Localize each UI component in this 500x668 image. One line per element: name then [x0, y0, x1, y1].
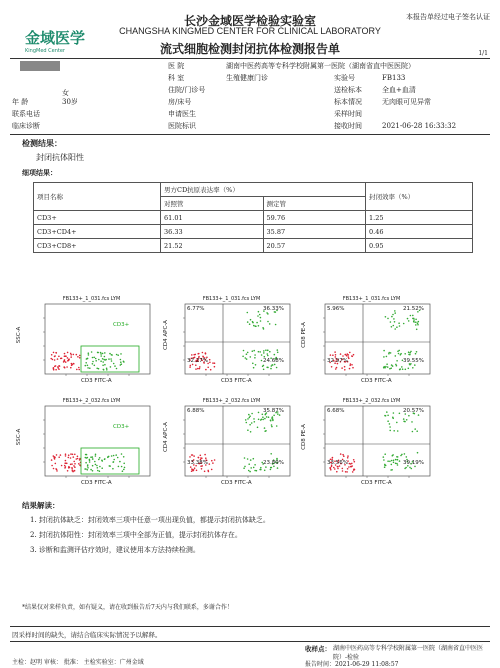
flow-plot [162, 296, 298, 396]
flow-plot [16, 296, 158, 396]
status-value: 无肉眼可见异常 [382, 98, 431, 106]
applicant-label: 申请医生 [168, 110, 196, 118]
divider [10, 641, 490, 642]
bed-label: 房/床号 [168, 98, 192, 106]
phone-label: 联系电话 [12, 110, 40, 118]
footer-note: 因采样时间的缺失，请结合临床实际情况予以解释。 [12, 631, 162, 639]
plot-title: FB133+_1_031.fcs LYM [342, 296, 401, 302]
table-row [34, 211, 473, 225]
dept-label: 科 室 [168, 74, 185, 82]
table-row [34, 239, 473, 253]
diagnosis-label: 临床诊断 [12, 122, 40, 130]
divider [10, 134, 490, 135]
quadrant-percent: 24.68% [263, 358, 284, 364]
report-time: 报告时间：2021-06-29 11:08:57 [305, 661, 399, 668]
x-axis-label: CD3 FITC-A [221, 480, 252, 486]
results-heading: 检测结果： [22, 138, 62, 148]
y-axis-label: CD8 PE-A [300, 424, 307, 450]
collect-time-label: 采样时间 [334, 110, 362, 118]
x-axis-label: CD3 FITC-A [361, 480, 392, 486]
gate-label: CD3+ [113, 424, 130, 430]
quadrant-percent: 6.68% [327, 408, 345, 414]
lab-name-cn: 长沙金域医学检验实验室 [183, 14, 316, 28]
hospital-mark-label: 医院标识 [168, 122, 196, 130]
quadrant-percent: 21.52% [403, 306, 424, 312]
dept-value: 生殖健康门诊 [226, 74, 268, 82]
receive-unit-value: 湖南中医药高等专科学校附属第一医院（湖南省直中医医院）-检验 [333, 645, 484, 661]
flow-plot [300, 296, 438, 396]
quadrant-percent: 32.27% [187, 358, 208, 364]
page-number: 1/1 [478, 50, 488, 57]
quadrant-percent: 6.88% [187, 408, 205, 414]
quadrant-percent: 33.56% [327, 460, 348, 466]
table-row [34, 225, 473, 239]
quadrant-percent: 33.38% [187, 460, 208, 466]
divider [10, 58, 490, 59]
age-label: 年 龄 [12, 98, 29, 106]
patient-age: 30岁 [62, 98, 78, 106]
quadrant-percent: 35.87% [263, 408, 284, 414]
y-axis-label: SSC-A [16, 326, 23, 344]
plot-title: FB133+_2_032.fcs LYM [202, 398, 261, 404]
divider [10, 626, 490, 627]
cell-ctrl: 21.52 [161, 239, 264, 253]
signatures-line: 主检：赵明 审核： 批准： 主检实验室：广州金域 [12, 659, 144, 666]
lab-no-value: FB133 [382, 74, 406, 82]
quadrant-percent: 36.33% [263, 306, 284, 312]
detail-heading: 细项结果： [22, 168, 57, 177]
quadrant-percent: 39.19% [403, 460, 424, 466]
cell-item: CD3+CD4+ [34, 225, 161, 239]
col-item-header: 项目名称 [34, 183, 161, 211]
kingmed-logo: 金域医学 KingMed Center [25, 29, 86, 54]
quadrant-percent: 6.77% [187, 306, 205, 312]
quadrant-percent: 23.89% [263, 460, 284, 466]
hospital-label: 医 院 [168, 62, 185, 70]
x-axis-label: CD3 FITC-A [81, 378, 112, 384]
interpretation-line-3: 3. 诊断和监测评估疗效时，建议使用本方法持续检测。 [30, 546, 200, 554]
interpretation-heading: 结果解读： [22, 501, 60, 510]
cell-eff: 0.95 [366, 239, 473, 253]
flow-plot [16, 398, 158, 498]
cell-ctrl: 36.33 [161, 225, 264, 239]
results-table [33, 182, 473, 253]
x-axis-label: CD3 FITC-A [361, 378, 392, 384]
status-label: 标本情况 [334, 98, 362, 106]
patient-gender: 女 [62, 89, 69, 97]
col-eff-header: 封闭效率（%） [366, 183, 473, 211]
quadrant-percent: 32.97% [327, 358, 348, 364]
flow-plot [300, 398, 438, 498]
quadrant-percent: 5.96% [327, 306, 345, 312]
x-axis-label: CD3 FITC-A [221, 378, 252, 384]
interpretation-line-1: 1. 封闭抗体缺乏：封闭效率三项中任意一项出现负值，都提示封闭抗体缺乏。 [30, 516, 270, 524]
redacted-name [20, 61, 60, 71]
hospital-value: 湖南中医药高等专科学校附属第一医院（湖南省直中医医院） [226, 62, 415, 70]
cell-item: CD3+ [34, 211, 161, 225]
results-value: 封闭抗体阳性 [36, 153, 84, 162]
y-axis-label: CD4 APC-A [162, 320, 169, 350]
sample-value: 全血+血清 [382, 86, 416, 94]
plot-title: FB133+_1_031.fcs LYM [202, 296, 261, 302]
cell-test: 20.57 [263, 239, 366, 253]
col-ctrl-header: 对照管 [161, 197, 264, 211]
y-axis-label: SSC-A [16, 428, 23, 446]
quadrant-percent: 39.55% [403, 358, 424, 364]
interpretation-line-2: 2. 封闭抗体阳性：封闭效率三项中全部为正值，提示封闭抗体存在。 [30, 531, 242, 539]
sample-label: 送检标本 [334, 86, 362, 94]
cell-item: CD3+CD8+ [34, 239, 161, 253]
col-group-header: 男方CD抗原表达率（%） [161, 183, 366, 197]
report-title: 流式细胞检测封闭抗体检测报告单 [159, 42, 340, 56]
lab-no-label: 实验号 [334, 74, 355, 82]
y-axis-label: CD4 APC-A [162, 422, 169, 452]
quadrant-percent: 20.57% [403, 408, 424, 414]
cell-eff: 1.25 [366, 211, 473, 225]
cell-ctrl: 61.01 [161, 211, 264, 225]
x-axis-label: CD3 FITC-A [81, 480, 112, 486]
receive-time-label: 接收时间 [334, 122, 362, 130]
plot-title: FB133+_2_032.fcs LYM [62, 398, 121, 404]
admission-label: 住院/门诊号 [168, 86, 206, 94]
cell-test: 35.87 [263, 225, 366, 239]
flow-plot [162, 398, 298, 498]
disclaimer: *结果仅对来样负责，如有疑义，请在收到报告后7天内与我们联系，多谢合作！ [22, 604, 233, 611]
plot-title: FB133+_1_031.fcs LYM [62, 296, 121, 302]
gate-label: CD3+ [113, 322, 130, 328]
col-test-header: 测定管 [263, 197, 366, 211]
receive-time-value: 2021-06-28 16:33:32 [382, 122, 457, 130]
receive-unit-label: 收样点： [305, 645, 331, 653]
signature-note: 本报告单经过电子签名认证 [406, 13, 490, 21]
cell-test: 59.76 [263, 211, 366, 225]
cell-eff: 0.46 [366, 225, 473, 239]
y-axis-label: CD8 PE-A [300, 322, 307, 348]
plot-title: FB133+_2_032.fcs LYM [342, 398, 401, 404]
lab-name-en: CHANGSHA KINGMED CENTER FOR CLINICAL LABORATORY [119, 26, 381, 36]
